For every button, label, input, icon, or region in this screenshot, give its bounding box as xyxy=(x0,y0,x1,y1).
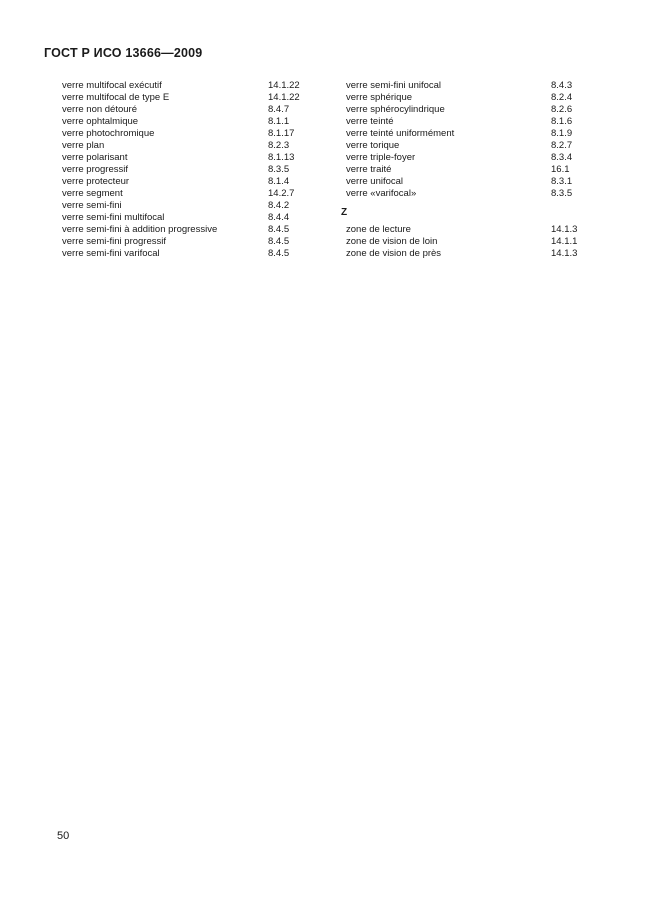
index-ref: 8.2.7 xyxy=(551,140,573,151)
index-term: verre sphérocylindrique xyxy=(346,104,445,115)
index-term: verre teinté uniformément xyxy=(346,128,455,139)
index-term: zone de lecture xyxy=(346,224,411,235)
index-ref: 8.4.4 xyxy=(268,212,290,223)
index-entry xyxy=(346,140,590,152)
index-term: verre multifocal de type E xyxy=(62,92,170,103)
document-header: ГОСТ Р ИСО 13666—2009 xyxy=(44,46,203,60)
index-ref: 8.1.4 xyxy=(268,176,290,187)
index-term: verre protecteur xyxy=(62,176,130,187)
index-entry xyxy=(62,176,312,188)
index-ref: 8.1.9 xyxy=(551,128,573,139)
index-ref: 8.1.6 xyxy=(551,116,573,127)
index-ref: 8.1.1 xyxy=(268,116,290,127)
index-term: verre teinté xyxy=(346,116,394,127)
index-term: verre unifocal xyxy=(346,176,404,187)
index-ref: 8.4.3 xyxy=(551,80,573,91)
index-entry xyxy=(62,92,312,104)
index-entry xyxy=(62,212,312,224)
index-ref: 8.3.5 xyxy=(268,164,290,175)
index-entry xyxy=(62,152,312,164)
index-column-right xyxy=(341,80,590,260)
index-ref: 8.4.5 xyxy=(268,236,290,247)
index-ref: 16.1 xyxy=(551,164,570,175)
index-term: verre semi-fini varifocal xyxy=(62,248,160,259)
index-term: zone de vision de loin xyxy=(346,236,438,247)
index-term: verre photochromique xyxy=(62,128,155,139)
index-term: verre semi-fini xyxy=(62,200,122,211)
index-entry xyxy=(346,104,590,116)
index-term: verre semi-fini unifocal xyxy=(346,80,442,91)
index-term: verre torique xyxy=(346,140,400,151)
index-term: verre triple-foyer xyxy=(346,152,416,163)
index-entry xyxy=(62,140,312,152)
index-term: verre semi-fini à addition progressive xyxy=(62,224,218,235)
index-entry xyxy=(346,188,590,200)
index-term: verre progressif xyxy=(62,164,128,175)
index-ref: 8.1.17 xyxy=(268,128,295,139)
index-ref: 14.1.3 xyxy=(551,248,578,259)
index-term: verre non détouré xyxy=(62,104,137,115)
index-ref: 8.4.2 xyxy=(268,200,290,211)
index-ref: 8.4.5 xyxy=(268,248,290,259)
index-term: verre segment xyxy=(62,188,123,199)
index-entry xyxy=(62,236,312,248)
index-term: verre semi-fini multifocal xyxy=(62,212,165,223)
index-ref: 14.1.22 xyxy=(268,92,300,103)
index-term: verre «varifocal» xyxy=(346,188,417,199)
index-entry xyxy=(62,164,312,176)
index-ref: 14.1.3 xyxy=(551,224,578,235)
index-entry xyxy=(346,116,590,128)
index-entry xyxy=(346,80,590,92)
index-term: verre traité xyxy=(346,164,392,175)
index-ref: 8.3.5 xyxy=(551,188,573,199)
index-ref: 14.1.1 xyxy=(551,236,578,247)
index-term: verre semi-fini progressif xyxy=(62,236,166,247)
index-entry xyxy=(346,224,590,236)
index-ref: 14.2.7 xyxy=(268,188,295,199)
index-entry xyxy=(346,164,590,176)
index-ref: 8.3.1 xyxy=(551,176,573,187)
index-entry xyxy=(346,236,590,248)
index-term: verre multifocal exécutif xyxy=(62,80,162,91)
index-entry xyxy=(62,224,312,236)
index-term: verre ophtalmique xyxy=(62,116,139,127)
index-entry xyxy=(62,104,312,116)
index-term: verre polarisant xyxy=(62,152,128,163)
section-letter: Z xyxy=(341,207,348,218)
index-entry xyxy=(62,128,312,140)
index-ref: 14.1.22 xyxy=(268,80,300,91)
index-ref: 8.3.4 xyxy=(551,152,573,163)
index-entry xyxy=(62,80,312,92)
index-entry xyxy=(346,248,590,260)
index-entry xyxy=(346,152,590,164)
index-ref: 8.4.7 xyxy=(268,104,290,115)
index-entry xyxy=(346,92,590,104)
index-ref: 8.2.4 xyxy=(551,92,573,103)
index-entry xyxy=(346,176,590,188)
index-term: verre plan xyxy=(62,140,105,151)
index-term: verre sphérique xyxy=(346,92,413,103)
index-entry xyxy=(62,116,312,128)
index-entry xyxy=(62,248,312,260)
page-number: 50 xyxy=(57,830,70,842)
index-ref: 8.2.6 xyxy=(551,104,573,115)
index-ref: 8.2.3 xyxy=(268,140,290,151)
index-entry xyxy=(346,128,590,140)
index-term: zone de vision de près xyxy=(346,248,442,259)
index-entry xyxy=(62,200,312,212)
index-column-left xyxy=(62,80,312,260)
index-ref: 8.4.5 xyxy=(268,224,290,235)
index-ref: 8.1.13 xyxy=(268,152,295,163)
index-entry xyxy=(62,188,312,200)
